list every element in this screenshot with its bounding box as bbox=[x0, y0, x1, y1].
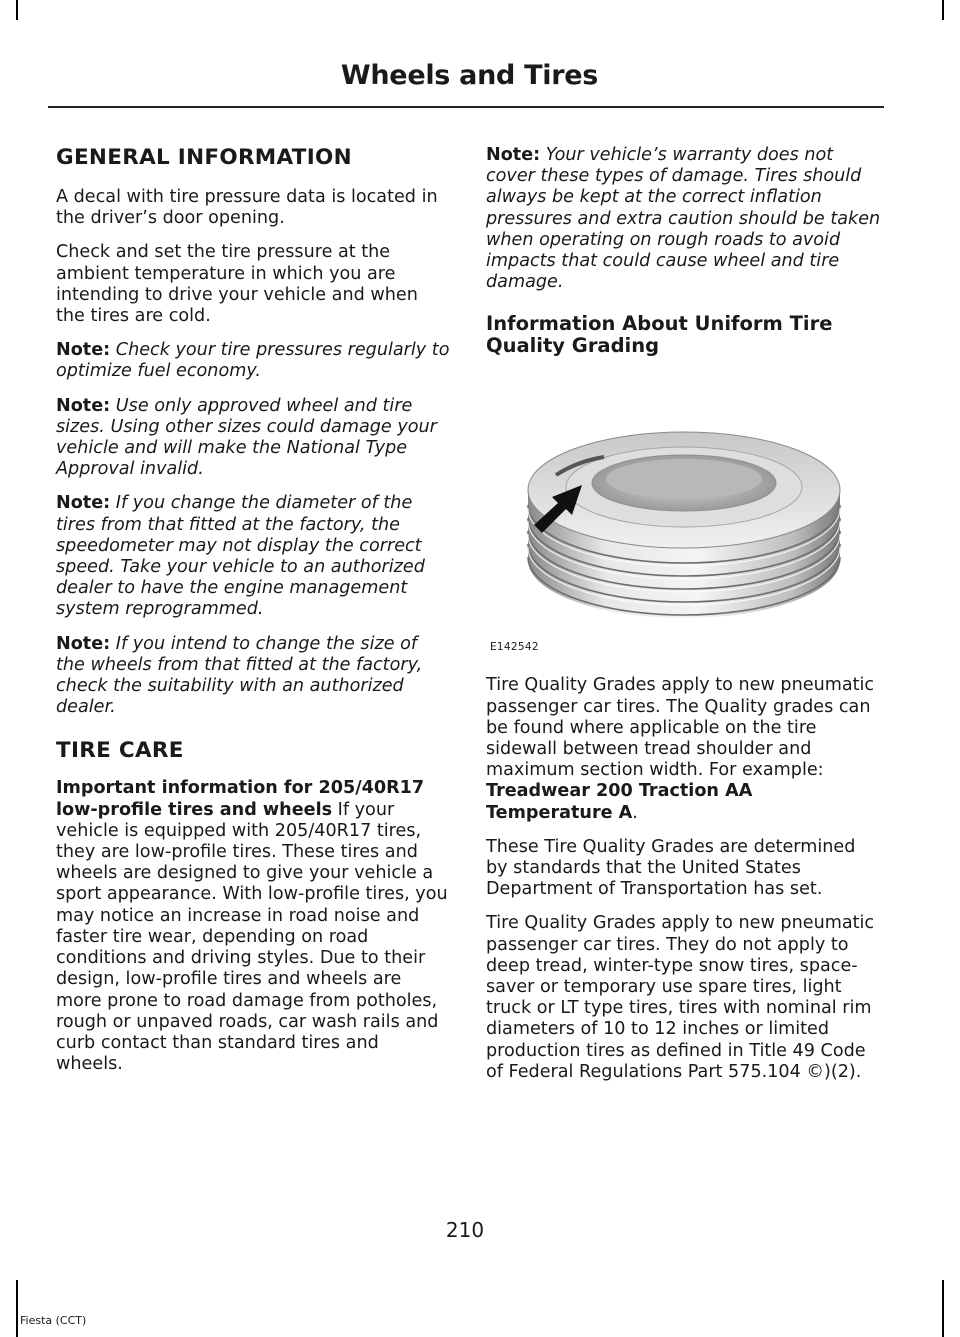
footer-model: Fiesta (CCT) bbox=[20, 1314, 87, 1327]
tire-icon bbox=[486, 375, 882, 645]
paragraph-decal: A decal with tire pressure data is located in the driver’s door opening. bbox=[56, 187, 438, 229]
note-label: Note: bbox=[486, 145, 541, 165]
heading-uniform-tire-quality-grading: Information About Uniform Tire Quality Grading bbox=[486, 312, 833, 358]
note-text: Your vehicle’s warranty does not cover these types of damage. Tires should always be kept at the correct inflation pressures and extra caution should be taken when operating on rough roads to avoid impacts that could cause wheel and tire damage. bbox=[486, 145, 881, 293]
crop-mark-bottom-right bbox=[942, 1280, 944, 1337]
heading-general-information: GENERAL INFORMATION bbox=[56, 145, 352, 170]
note-diameter-change bbox=[56, 493, 450, 620]
paragraph-quality-grades bbox=[486, 675, 882, 823]
example-grade-end: . bbox=[632, 802, 638, 823]
note-label: Note: bbox=[56, 493, 111, 514]
note-text: If you intend to change the size of the wheels from that fitted at the factory, check the suitability with an authorized dealer. bbox=[56, 633, 423, 718]
paragraph-check-pressure: Check and set the tire pressure at the ambient temperature in which you are intending to drive your vehicle and when the tires are cold. bbox=[56, 242, 418, 327]
note-warranty bbox=[486, 145, 882, 293]
figure-code: E142542 bbox=[490, 641, 539, 654]
crop-mark-top-right bbox=[942, 0, 944, 20]
page-number: 210 bbox=[445, 1218, 485, 1242]
note-label: Note: bbox=[56, 340, 111, 361]
paragraph-low-profile bbox=[56, 778, 450, 1075]
low-profile-text: If your vehicle is equipped with 205/40R17 tires, they are low-profile tires. These tires and wheels are designed to give your vehicle a sport appearance. With low-profile tires, you may notice an increase in road noise and faster tire wear, depending on road conditions and driving styles. Due to their design, low-profile tires and wheels are more prone to road damage from potholes, rough or unpaved roads, car wash rails and curb contact than standard tires and wheels. bbox=[56, 799, 448, 1075]
crop-mark-top-left bbox=[16, 0, 18, 20]
note-approved-sizes bbox=[56, 396, 450, 481]
note-text: Use only approved wheel and tire sizes. Using other sizes could damage your vehicle and will make the National Type Approval invalid. bbox=[56, 395, 437, 480]
header-rule bbox=[48, 106, 884, 108]
note-wheel-size-change bbox=[56, 634, 450, 719]
note-fuel-economy bbox=[56, 340, 450, 382]
crop-mark-bottom-left bbox=[16, 1280, 18, 1337]
note-text: If you change the diameter of the tires from that fitted at the factory, the speedometer may not display the correct speed. Take your vehicle to an authorized dealer to have the engine management system reprogrammed. bbox=[56, 493, 425, 620]
left-column bbox=[56, 145, 450, 1088]
example-grade-bold: Treadwear 200 Traction AA Temperature A bbox=[486, 781, 753, 823]
tire-illustration bbox=[486, 375, 882, 675]
heading-tire-care: TIRE CARE bbox=[56, 738, 184, 764]
paragraph-standards: These Tire Quality Grades are determined by standards that the United States Department of Transportation has set. bbox=[486, 836, 856, 900]
page-header-title: Wheels and Tires bbox=[340, 60, 598, 91]
paragraph-exclusions: Tire Quality Grades apply to new pneumatic passenger car tires. They do not apply to deep tread, winter-type snow tires, space-saver or temporary use spare tires, light truck or LT type tires, tires with nominal rim diameters of 10 to 12 inches or limited production tires as defined in Title 49 Code of Federal Regulations Part 575.104 ©)(2). bbox=[486, 913, 875, 1082]
right-column bbox=[486, 145, 882, 1096]
note-text: Check your tire pressures regularly to optimize fuel economy. bbox=[56, 340, 450, 382]
quality-grades-text: Tire Quality Grades apply to new pneumatic passenger car tires. The Quality grades can be found where applicable on the tire sidewall between tread shoulder and maximum section width. For example: bbox=[486, 675, 875, 781]
note-label: Note: bbox=[56, 633, 111, 654]
low-profile-bold-lead: Important information for 205/40R17 low-profile tires and wheels bbox=[56, 778, 425, 820]
note-label: Note: bbox=[56, 395, 111, 416]
